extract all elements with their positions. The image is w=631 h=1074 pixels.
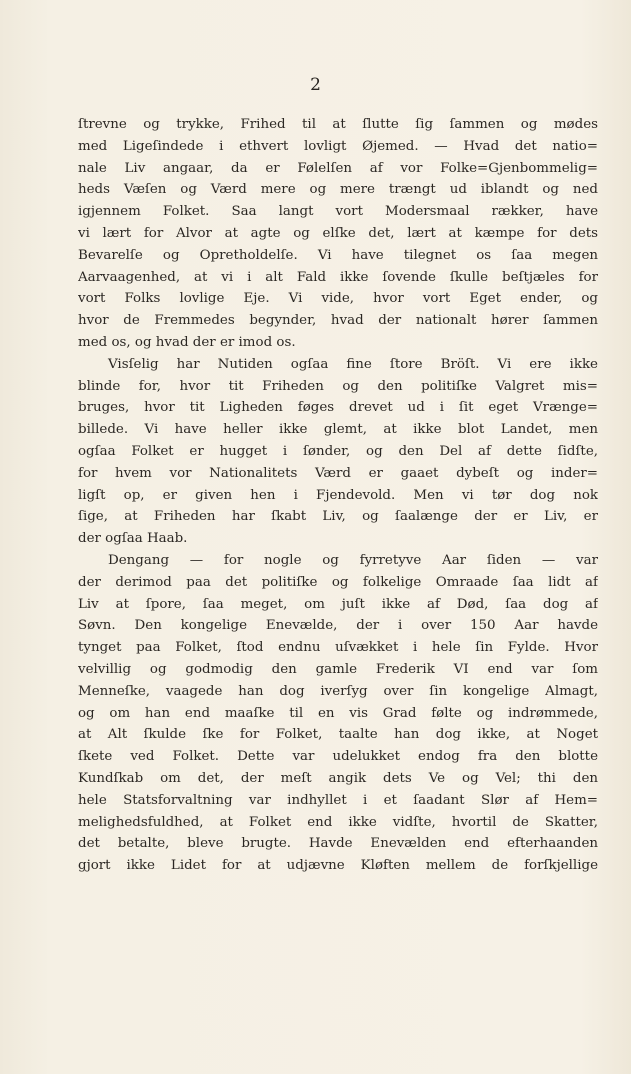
text-line: gjort ikke Lidet for at udjævne Kløften mellem de forſkjellige bbox=[78, 858, 598, 874]
text-line: heds Væſen og Værd mere og mere trængt ud iblandt og ned bbox=[78, 182, 598, 198]
text-line: Kundſkab om det, der meſt angik dets Ve og Vel; thi den bbox=[78, 770, 598, 786]
text-line: Menneſke, vaagede han dog iverſyg over ſin kongelige Almagt, bbox=[78, 683, 598, 699]
text-line: Visſelig har Nutiden ogſaa fine ſtore Bröſt. Vi ere ikke bbox=[108, 356, 598, 372]
text-line: at Alt ſkulde ſke for Folket, taalte han dog ikke, at Noget bbox=[78, 727, 598, 743]
body-text bbox=[78, 114, 598, 877]
text-line: hele Statsforvaltning var indhyllet i et ſaadant Slør af Hem= bbox=[78, 792, 598, 808]
text-line: ſkete ved Folket. Dette var udelukket endog fra den blotte bbox=[78, 749, 598, 765]
text-line: der ogſaa Haab. bbox=[78, 531, 188, 547]
text-line: nale Liv angaar, da er Følelſen af vor Folke=Gjenbommelig= bbox=[78, 160, 598, 176]
text-line: hvor de Fremmedes begynder, hvad der nationalt hører ſammen bbox=[78, 313, 598, 329]
text-line: velvillig og godmodig den gamle Frederik VI end var ſom bbox=[78, 661, 598, 677]
text-line: for hvem vor Nationalitets Værd er gaaet dybeſt og inder= bbox=[78, 465, 598, 481]
text-line: med Ligeſindede i ethvert lovligt Øjemed. — Hvad det natio= bbox=[78, 138, 598, 154]
text-line: der derimod paa det politiſke og folkelige Omraade ſaa lidt af bbox=[78, 574, 598, 590]
text-line: ſtrevne og trykke, Frihed til at ſlutte ſig ſammen og mødes bbox=[78, 117, 598, 132]
text-line: Dengang — for nogle og fyrretyve Aar ſiden — var bbox=[108, 552, 598, 568]
text-line: vort Folks lovlige Eje. Vi vide, hvor vort Eget ender, og bbox=[78, 291, 598, 307]
text-line: Aarvaagenhed, at vi i alt Fald ikke ſovende ſkulle beſtjæles for bbox=[78, 269, 598, 285]
text-line: vi lært for Alvor at agte og elſke det, lært at kæmpe for dets bbox=[78, 225, 598, 241]
text-line: igjennem Folket. Saa langt vort Modersmaal rækker, have bbox=[78, 204, 598, 220]
text-line: ogſaa Folket er hugget i ſønder, og den Del af dette ſidſte, bbox=[78, 443, 598, 459]
text-line: det betalte, bleve brugte. Havde Enevælden end efterhaanden bbox=[78, 836, 598, 852]
text-line: tynget paa Folket, ſtod endnu uſvækket i hele ſin Fylde. Hvor bbox=[78, 640, 598, 656]
text-line: blinde for, hvor tit Friheden og den politiſke Valgret mis= bbox=[78, 378, 598, 394]
page-number: 2 bbox=[310, 75, 321, 95]
text-line: Liv at ſpore, ſaa meget, om juſt ikke af Død, ſaa dog af bbox=[78, 596, 598, 612]
text-line: billede. Vi have heller ikke glemt, at ikke blot Landet, men bbox=[78, 422, 598, 438]
text-line: ligſt op, er given hen i Fjendevold. Men vi tør dog nok bbox=[78, 487, 598, 503]
text-line: og om han end maaſke til en vis Grad følte og indrømmede, bbox=[78, 705, 598, 721]
text-line: Søvn. Den kongelige Enevælde, der i over 150 Aar havde bbox=[78, 618, 598, 634]
text-line: Bevarelſe og Opretholdelſe. Vi have tilegnet os ſaa megen bbox=[78, 247, 598, 263]
text-line: bruges, hvor tit Ligheden føges drevet ud i ſit eget Vrænge= bbox=[78, 400, 598, 416]
text-line: med os, og hvad der er imod os. bbox=[78, 334, 296, 350]
text-line: ſige, at Friheden har ſkabt Liv, og ſaalænge der er Liv, er bbox=[78, 509, 598, 525]
text-line: melighedsfuldhed, at Folket end ikke vidſte, hvortil de Skatter, bbox=[78, 814, 598, 830]
